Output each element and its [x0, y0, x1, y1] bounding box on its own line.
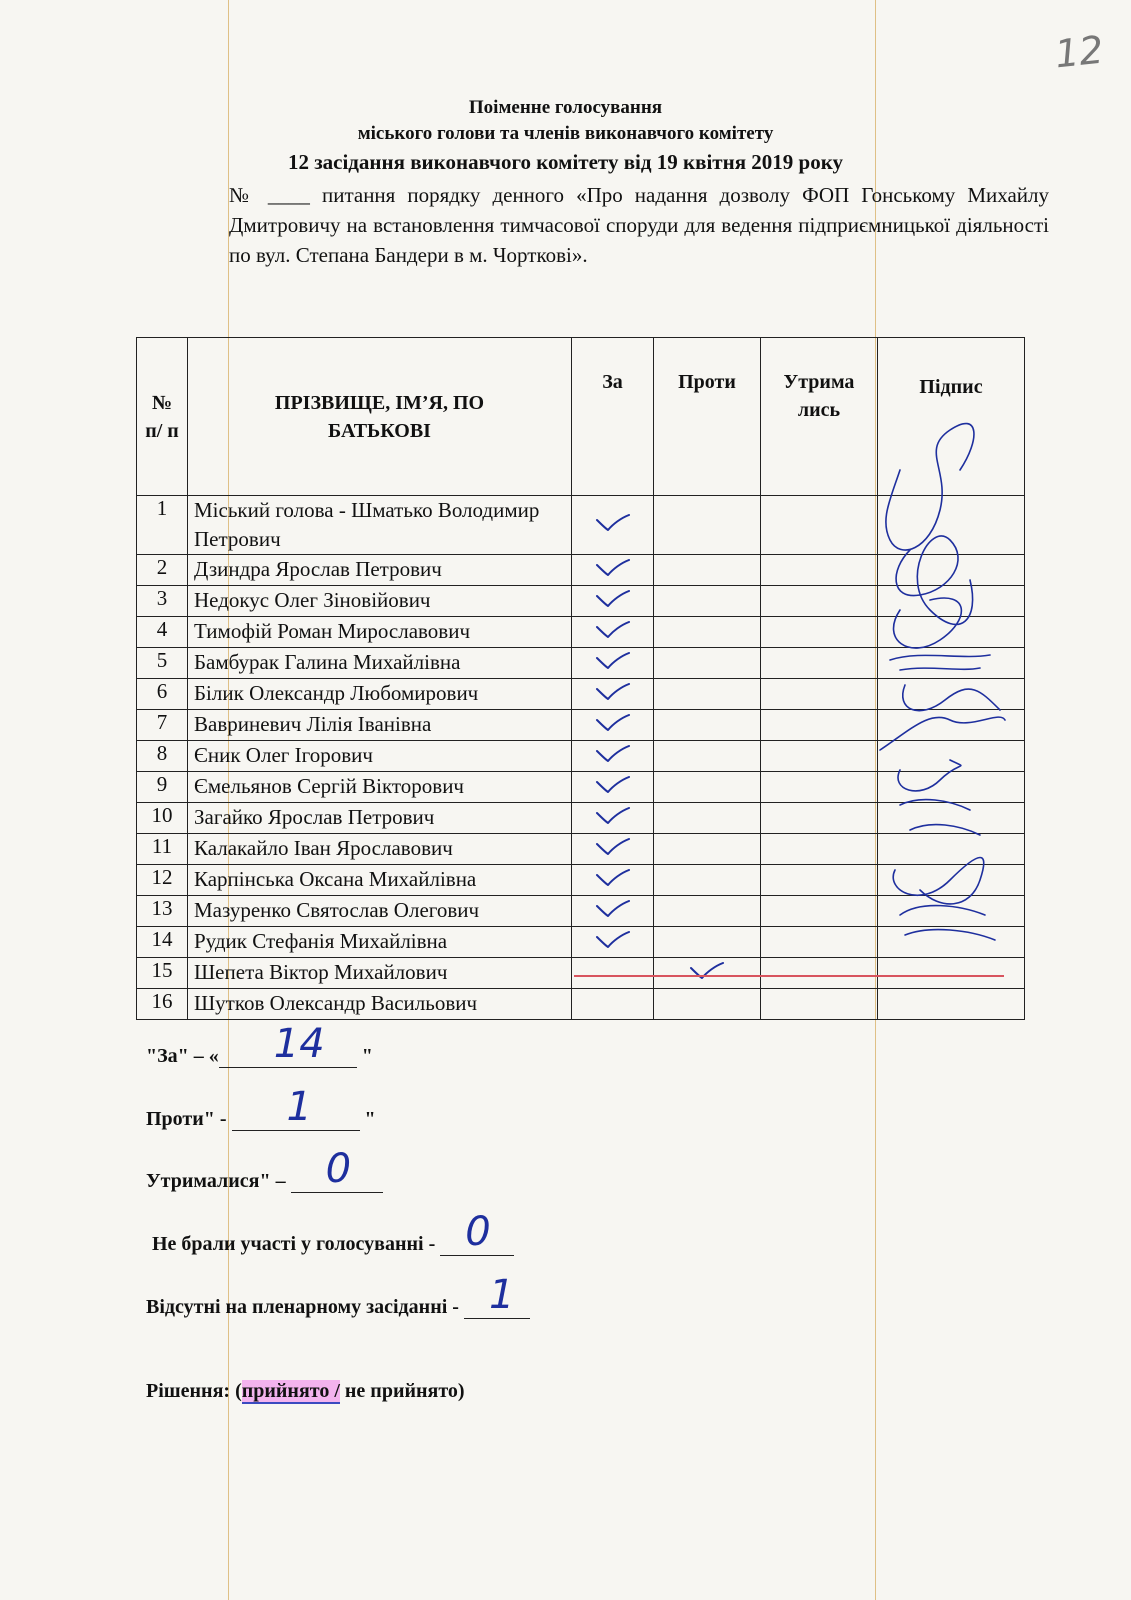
- checkmark-icon: [595, 514, 631, 532]
- vote-for-cell: [572, 679, 654, 710]
- member-name: Рудик Стефанія Михайлівна: [188, 927, 572, 958]
- signatures-scribble: [860, 410, 1010, 970]
- row-number: 1: [137, 496, 188, 555]
- member-name: Вавриневич Лілія Іванівна: [188, 710, 572, 741]
- row-number: 8: [137, 741, 188, 772]
- vote-for-cell: [572, 496, 654, 555]
- row-number: 3: [137, 586, 188, 617]
- table-row: [137, 989, 1025, 1020]
- vote-for-cell: [572, 555, 654, 586]
- vote-against-cell: [654, 896, 761, 927]
- title-line-1: Поіменне голосування: [468, 97, 663, 118]
- vote-for-cell: [572, 834, 654, 865]
- vote-against-cell: [654, 834, 761, 865]
- vote-against-cell: [654, 865, 761, 896]
- checkmark-icon: [595, 838, 631, 856]
- row-number: 4: [137, 617, 188, 648]
- checkmark-icon: [595, 652, 631, 670]
- header-signature: Підпис: [878, 338, 1025, 496]
- title-line-3: 12 засідання виконавчого комітету від 19 квітня 2019 року: [287, 150, 844, 174]
- vote-against-cell: [654, 496, 761, 555]
- member-name: Міський голова - Шматько Володимир Петрович: [188, 496, 572, 555]
- row-number: 6: [137, 679, 188, 710]
- row-number: 9: [137, 772, 188, 803]
- vote-against-cell: [654, 772, 761, 803]
- checkmark-icon: [595, 931, 631, 949]
- checkmark-icon: [595, 714, 631, 732]
- member-name: Ємельянов Сергій Вікторович: [188, 772, 572, 803]
- absent-strike-line: [574, 975, 1004, 977]
- row-number: 10: [137, 803, 188, 834]
- decision-label: Рішення:: [146, 1380, 231, 1402]
- header-abstain: Утрима лись: [761, 338, 878, 496]
- abstain-count-handwritten: 0: [325, 1146, 352, 1192]
- for-count-handwritten: 14: [273, 1021, 325, 1067]
- member-name: Шутков Олександр Васильович: [188, 989, 572, 1020]
- vote-for-cell: [572, 927, 654, 958]
- checkmark-icon: [595, 900, 631, 918]
- checkmark-icon: [595, 869, 631, 887]
- row-number: 12: [137, 865, 188, 896]
- vote-for-cell: [572, 710, 654, 741]
- vote-for-cell: [572, 803, 654, 834]
- member-name: Єник Олег Ігорович: [188, 741, 572, 772]
- vote-against-cell: [654, 679, 761, 710]
- checkmark-icon: [595, 745, 631, 763]
- member-name: Мазуренко Святослав Олегович: [188, 896, 572, 927]
- vote-against-cell: [654, 741, 761, 772]
- tally-absent: Відсутні на пленарному засіданні - 1: [146, 1296, 530, 1319]
- vote-for-cell: [572, 772, 654, 803]
- checkmark-icon: [595, 807, 631, 825]
- row-number: 7: [137, 710, 188, 741]
- member-name: Білик Олександр Любомирович: [188, 679, 572, 710]
- tally-not-participated: Не брали участі у голосуванні - 0: [152, 1233, 514, 1256]
- member-name: Дзиндра Ярослав Петрович: [188, 555, 572, 586]
- tally-for: "За" – « 14 ": [146, 1021, 373, 1067]
- vote-for-cell: [572, 586, 654, 617]
- decision-rejected: не прийнято): [344, 1380, 465, 1402]
- checkmark-icon: [595, 683, 631, 701]
- vote-against-cell: [654, 803, 761, 834]
- vote-for-cell: [572, 896, 654, 927]
- against-count-handwritten: 1: [286, 1084, 312, 1130]
- vote-abstain-cell: [761, 989, 878, 1020]
- title-line-2: міського голови та членів виконавчого комітету: [357, 123, 774, 144]
- header-num: № п/ п: [137, 338, 188, 496]
- row-number: 13: [137, 896, 188, 927]
- row-number: 15: [137, 958, 188, 989]
- member-name: Загайко Ярослав Петрович: [188, 803, 572, 834]
- row-number: 11: [137, 834, 188, 865]
- vote-against-cell: [654, 989, 761, 1020]
- vote-for-cell: [572, 648, 654, 679]
- vote-for-cell: [572, 741, 654, 772]
- agenda-item-text: № ____ питання порядку денного «Про надання дозволу ФОП Гонському Михайлу Дмитровичу на встановлення тимчасової споруди для ведення підприємницької діяльності по вул. Степана Бандери в м. Чорткові».: [229, 183, 1049, 267]
- member-name: Недокус Олег Зіновійович: [188, 586, 572, 617]
- checkmark-icon: [595, 559, 631, 577]
- row-number: 14: [137, 927, 188, 958]
- tally-abstain: Утрималися" – 0: [146, 1170, 383, 1193]
- header-against: Проти: [654, 338, 761, 496]
- row-number: 2: [137, 555, 188, 586]
- vote-against-cell: [654, 927, 761, 958]
- checkmark-icon: [595, 776, 631, 794]
- checkmark-icon: [595, 621, 631, 639]
- vote-for-cell: [572, 989, 654, 1020]
- header-for: За: [572, 338, 654, 496]
- member-name: Калакайло Іван Ярославович: [188, 834, 572, 865]
- vote-for-cell: [572, 617, 654, 648]
- vote-against-cell: [654, 555, 761, 586]
- vote-against-cell: [654, 710, 761, 741]
- vote-against-cell: [654, 648, 761, 679]
- member-name: Карпінська Оксана Михайлівна: [188, 865, 572, 896]
- vote-against-cell: [654, 958, 761, 989]
- vote-for-cell: [572, 865, 654, 896]
- row-number: 5: [137, 648, 188, 679]
- not-participated-count-handwritten: 0: [465, 1209, 491, 1255]
- row-number: 16: [137, 989, 188, 1020]
- member-name: Тимофій Роман Мирославович: [188, 617, 572, 648]
- decision-accepted: прийнято /: [241, 1380, 340, 1402]
- member-name: Шепета Віктор Михайлович: [188, 958, 572, 989]
- absent-count-handwritten: 1: [488, 1272, 515, 1318]
- header-name: ПРІЗВИЩЕ, ІМ’Я, ПО БАТЬКОВІ: [188, 338, 572, 496]
- tally-against: Проти" - 1 ": [146, 1084, 376, 1130]
- vote-against-cell: [654, 617, 761, 648]
- decision-line: Рішення: (прийнято / не прийнято): [146, 1380, 465, 1402]
- vote-for-cell: [572, 958, 654, 989]
- checkmark-icon: [595, 590, 631, 608]
- page-number: 12: [1052, 27, 1106, 77]
- signature-cell: [878, 989, 1025, 1020]
- vote-against-cell: [654, 586, 761, 617]
- member-name: Бамбурак Галина Михайлівна: [188, 648, 572, 679]
